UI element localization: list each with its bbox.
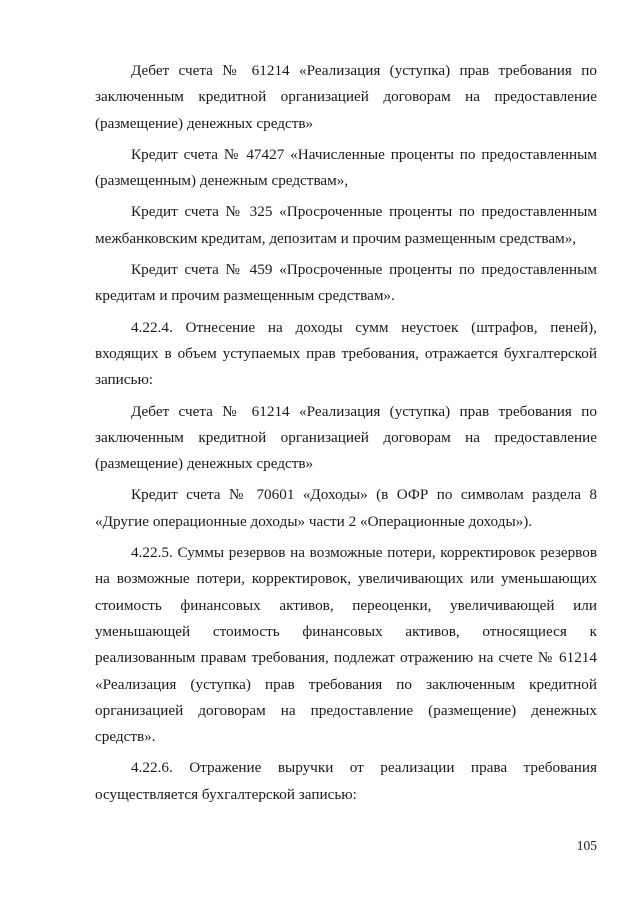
paragraph-credit-459: Кредит счета № 459 «Просроченные проценты по предоставленным кредитам и прочим размещенным средствам». xyxy=(95,261,597,305)
paragraph-4-22-4: 4.22.4. Отнесение на доходы сумм неустоек (штрафов, пеней), входящих в объем уступаемых прав требования, отражается бухгалтерской записью: xyxy=(95,318,597,389)
page-number: 105 xyxy=(576,838,597,853)
paragraph-debit-61214: Дебет счета № 61214 «Реализация (уступка) прав требования по заключенным кредитной организацией договорам на предоставление (размещение) денежных средств» xyxy=(95,62,597,132)
paragraph-debit-61214-second: Дебет счета № 61214 «Реализация (уступка) прав требования по заключенным кредитной организацией договорам на предоставление (размещение) денежных средств» xyxy=(95,402,597,473)
body-text xyxy=(95,58,597,813)
paragraph-4-22-5: 4.22.5. Суммы резервов на возможные потери, корректировок резервов на возможные потери, корректировок, увеличивающих или уменьшающих стоимость финансовых активов, переоценки, увеличивающей или уменьшающей стоимость финансовых активов, относящиеся к реализованным правам требования, подлежат отражению на счете № 61214 «Реализация (уступка) прав требования по заключенным кредитной организацией договорам на предоставление (размещение) денежных средств». xyxy=(95,544,597,746)
paragraph-credit-47427: Кредит счета № 47427 «Начисленные проценты по предоставленным (размещенным) денежным средствам», xyxy=(95,145,597,190)
paragraph-credit-70601: Кредит счета № 70601 «Доходы» (в ОФР по символам раздела 8 «Другие операционные доходы» части 2 «Операционные доходы»). xyxy=(95,486,597,530)
paragraph-4-22-6: 4.22.6. Отражение выручки от реализации права требования осуществляется бухгалтерской записью: xyxy=(95,759,597,803)
paragraph-credit-325: Кредит счета № 325 «Просроченные проценты по предоставленным межбанковским кредитам, депозитам и прочим размещенным средствам», xyxy=(95,203,597,247)
